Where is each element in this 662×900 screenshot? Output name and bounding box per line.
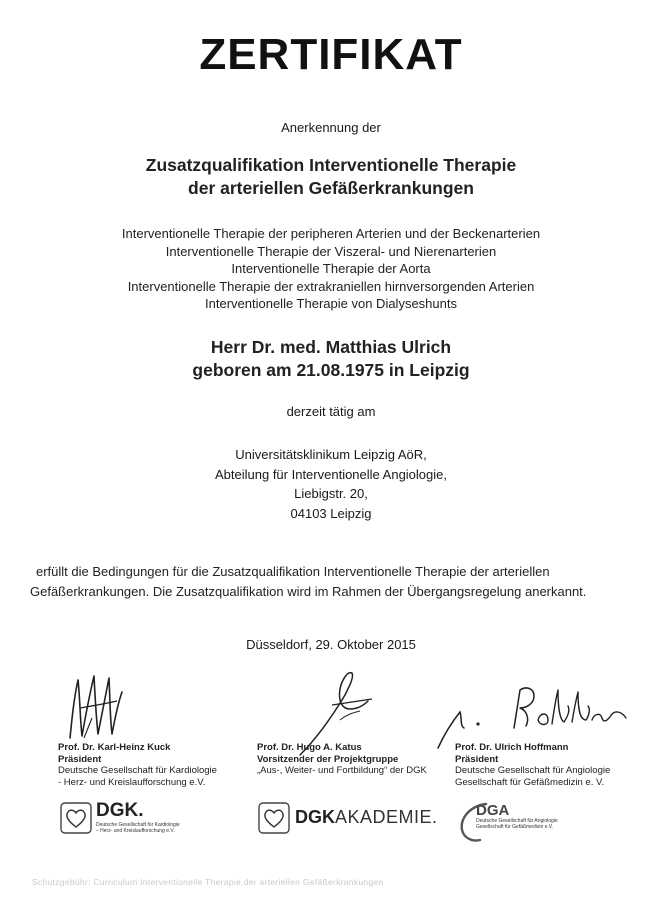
recognition-line: Anerkennung der xyxy=(281,120,381,135)
signatory-org: Deutsche Gesellschaft für Kardiologie xyxy=(58,765,217,776)
signatory-role: Präsident xyxy=(455,753,499,765)
signature-kuck xyxy=(62,668,142,743)
therapy-area: Interventionelle Therapie der peripheren Arterien und der Beckenarterien xyxy=(121,226,541,241)
dgk-logo-sub2: – Herz- und Kreislaufforschung e.V. xyxy=(96,828,175,834)
signatory-role: Vorsitzender der Projektgruppe xyxy=(257,753,399,765)
place-date: Düsseldorf, 29. Oktober 2015 xyxy=(246,637,416,652)
signatory-name: Prof. Dr. Ulrich Hoffmann xyxy=(455,742,569,753)
certificate-title: ZERTIFIKAT xyxy=(199,30,463,79)
dga-logo-mark: DGA xyxy=(476,802,510,819)
conditions-line-2: Gefäßerkrankungen. Die Zusatzqualifikation wird im Rahmen der Übergangsregelung anerkannt. xyxy=(30,583,587,599)
signatory-org: - Herz- und Kreislaufforschung e.V. xyxy=(58,776,206,788)
therapy-area: Interventionelle Therapie von Dialyseshunts xyxy=(205,296,457,311)
signatory-katus xyxy=(257,742,457,777)
address-line: Liebigstr. 20, xyxy=(294,486,368,501)
signatory-name: Prof. Dr. Hugo A. Katus xyxy=(257,742,362,753)
heart-icon xyxy=(60,802,92,834)
dga-logo-sub2: Gesellschaft für Gefäßmedizin e.V. xyxy=(476,824,554,830)
therapy-area: Interventionelle Therapie der extrakraniellen hirnversorgenden Arterien xyxy=(127,278,535,294)
signatory-hoffmann xyxy=(455,742,655,788)
qualification-heading xyxy=(0,154,662,200)
signatory-kuck xyxy=(58,742,258,788)
dga-logo-sub1: Deutsche Gesellschaft für Angiologie xyxy=(476,818,558,824)
dga-logo xyxy=(456,800,636,850)
dgk-logo xyxy=(60,800,240,840)
dgk-logo-sub1: Deutsche Gesellschaft für Kardiologie xyxy=(96,822,180,828)
signatory-org: „Aus-, Weiter- und Fortbildung“ der DGK xyxy=(257,765,427,776)
signature-hoffmann xyxy=(430,680,640,750)
qualification-line-2: der arteriellen Gefäßerkrankungen xyxy=(188,178,474,198)
signatory-org: Deutsche Gesellschaft für Angiologie xyxy=(455,765,611,776)
employer-address xyxy=(0,445,662,523)
dgk-akademie-logo xyxy=(258,800,438,840)
dgk-logo-mark: DGK. xyxy=(96,800,144,821)
conditions-line-1: erfüllt die Bedingungen für die Zusatzqualifikation Interventionelle Therapie der arteriellen xyxy=(36,564,550,579)
signatory-role: Präsident xyxy=(58,753,102,765)
therapy-area: Interventionelle Therapie der Viszeral- und Nierenarterien xyxy=(165,243,497,259)
therapy-area: Interventionelle Therapie der Aorta xyxy=(231,261,431,276)
signatory-org: Gesellschaft für Gefäßmedizin e. V. xyxy=(455,776,605,788)
dgk-akademie-mark-bold: DGK xyxy=(295,807,335,827)
recipient-name: Herr Dr. med. Matthias Ulrich xyxy=(210,337,452,357)
address-line: Abteilung für Interventionelle Angiologie, xyxy=(215,466,447,482)
recipient-birth: geboren am 21.08.1975 in Leipzig xyxy=(192,360,470,380)
heart-icon xyxy=(258,802,290,834)
qualification-line-1: Zusatzqualifikation Interventionelle Therapie xyxy=(145,155,517,175)
address-line: Universitätsklinikum Leipzig AöR, xyxy=(235,447,427,462)
address-line: 04103 Leipzig xyxy=(290,505,372,521)
conditions-text xyxy=(30,562,632,601)
dgk-akademie-mark-light: AKADEMIE. xyxy=(335,807,438,827)
footer-note: Schutzgebühr: Curriculum Interventionelle Therapie der arteriellen Gefäßerkrankungen xyxy=(32,877,384,887)
therapy-areas-list xyxy=(0,225,662,313)
recipient-block xyxy=(0,336,662,382)
employment-intro: derzeit tätig am xyxy=(286,404,376,419)
signatory-name: Prof. Dr. Karl-Heinz Kuck xyxy=(58,742,171,753)
